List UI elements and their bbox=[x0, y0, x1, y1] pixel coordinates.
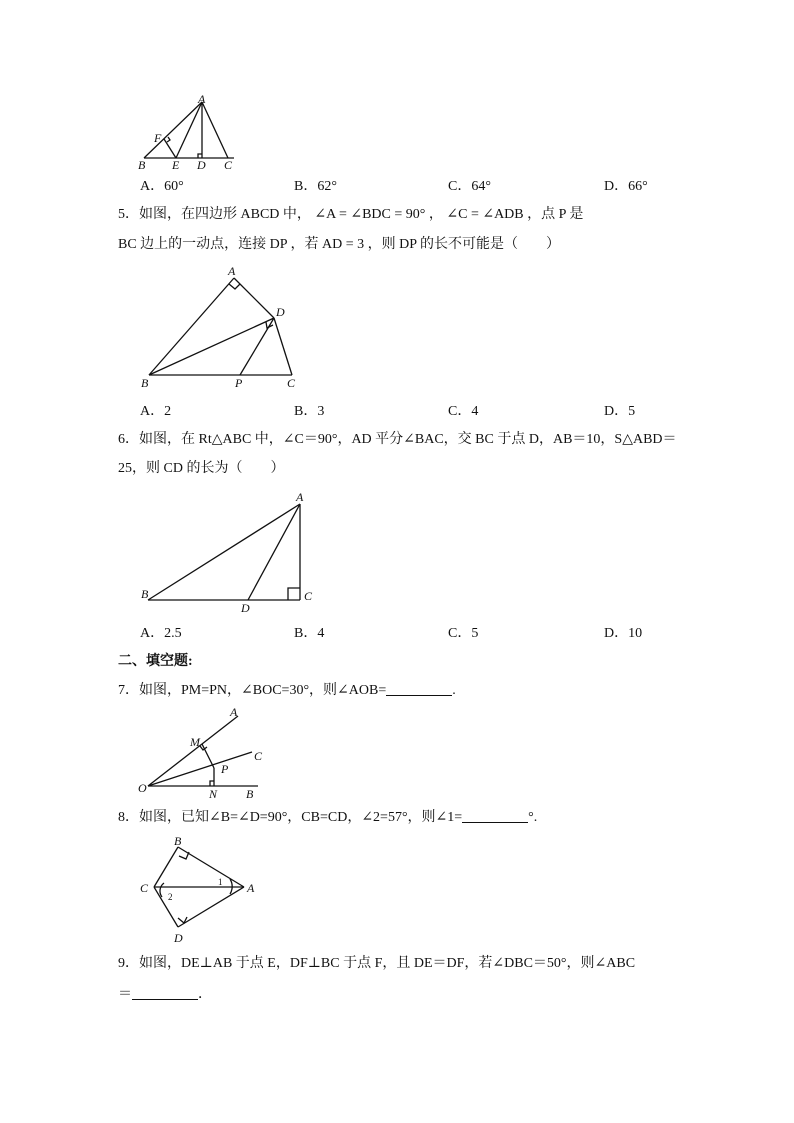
q8-label-a: A bbox=[247, 881, 255, 895]
q4-option-c[interactable]: C．64° bbox=[448, 179, 491, 194]
q8-angle-2-label: 2 bbox=[168, 892, 173, 902]
q8-label-b: B bbox=[174, 834, 182, 848]
q7-label-n: N bbox=[209, 787, 218, 801]
q9-answer-blank[interactable] bbox=[132, 985, 198, 1000]
q9-stem-line2 bbox=[118, 985, 212, 1004]
q5-label-c: C bbox=[287, 376, 296, 390]
q4-figure bbox=[134, 92, 244, 172]
q7-label-a: A bbox=[230, 705, 238, 719]
q7-figure bbox=[134, 702, 274, 802]
q5-label-p: P bbox=[235, 376, 243, 390]
q6-option-b[interactable]: B．4 bbox=[294, 626, 325, 641]
q8-stem bbox=[118, 808, 537, 827]
q7-stem bbox=[118, 681, 456, 700]
q8-angle-1-label: 1 bbox=[218, 877, 223, 887]
q6-label-d: D bbox=[241, 601, 250, 615]
q4-option-a[interactable]: A．60° bbox=[140, 179, 184, 194]
q5-option-d[interactable]: D．5 bbox=[604, 404, 636, 419]
q6-option-a[interactable]: A．2.5 bbox=[140, 626, 182, 641]
q5-option-a[interactable]: A．2 bbox=[140, 404, 172, 419]
q7-label-p: P bbox=[221, 762, 229, 776]
q8-text: 8．如图，已知∠B=∠D=90°，CB=CD，∠2=57°，则∠1= bbox=[118, 810, 463, 825]
q5-option-b[interactable]: B．3 bbox=[294, 404, 325, 419]
q4-option-b[interactable]: B．62° bbox=[294, 179, 337, 194]
q6-stem-line1: 6．如图，在 Rt△ABC 中，∠C＝90°，AD 平分∠BAC，交 BC 于点 D，AB＝10，S△ABD＝ bbox=[118, 432, 677, 447]
q4-label-f: F bbox=[154, 131, 162, 145]
q6-label-c: C bbox=[304, 589, 313, 603]
q8-end: °. bbox=[528, 810, 538, 825]
q6-stem-line2: 25，则 CD 的长为（ ） bbox=[118, 461, 285, 476]
q5-label-b: B bbox=[141, 376, 149, 390]
q9-stem-line1: 9．如图，DE⊥AB 于点 E，DF⊥BC 于点 F，且 DE＝DF，若∠DBC＝50°，则∠ABC bbox=[118, 956, 636, 971]
q5-label-a: A bbox=[228, 264, 236, 278]
q7-label-c: C bbox=[254, 749, 263, 763]
q4-label-b: B bbox=[138, 158, 146, 172]
q5-stem-line1: 5．如图，在四边形 ABCD 中， ∠A = ∠BDC = 90° ， ∠C = ∠ADB ，点 P 是 bbox=[118, 207, 584, 222]
q5-label-d: D bbox=[276, 305, 285, 319]
q5-figure bbox=[136, 262, 316, 392]
q7-label-o: O bbox=[138, 781, 147, 795]
q9-line2-start: ＝ bbox=[118, 987, 132, 1002]
section-title-fill-in: 二、填空题: bbox=[118, 654, 193, 669]
q7-label-m: M bbox=[190, 735, 200, 749]
q4-option-d[interactable]: D．66° bbox=[604, 179, 648, 194]
q8-label-d: D bbox=[174, 931, 183, 945]
q5-option-c[interactable]: C．4 bbox=[448, 404, 479, 419]
q8-label-c: C bbox=[140, 881, 149, 895]
q7-answer-blank[interactable] bbox=[386, 681, 452, 696]
q6-option-d[interactable]: D．10 bbox=[604, 626, 643, 641]
q5-stem-line2: BC 边上的一动点，连接 DP ，若 AD = 3 ，则 DP 的长不可能是（ ） bbox=[118, 237, 561, 252]
q9-line2-end: ． bbox=[198, 987, 212, 1002]
q4-label-a: A bbox=[198, 92, 206, 106]
q7-text: 7．如图，PM=PN，∠BOC=30°，则∠AOB= bbox=[118, 683, 387, 698]
q7-label-b: B bbox=[246, 787, 254, 801]
q4-label-c: C bbox=[224, 158, 233, 172]
q6-label-b: B bbox=[141, 587, 149, 601]
q4-label-d: D bbox=[197, 158, 206, 172]
q7-end: . bbox=[452, 683, 456, 698]
q8-answer-blank[interactable] bbox=[462, 808, 528, 823]
q6-figure bbox=[136, 488, 326, 618]
q6-option-c[interactable]: C．5 bbox=[448, 626, 479, 641]
q6-label-a: A bbox=[296, 490, 304, 504]
q8-figure bbox=[134, 832, 264, 948]
q4-label-e: E bbox=[172, 158, 180, 172]
